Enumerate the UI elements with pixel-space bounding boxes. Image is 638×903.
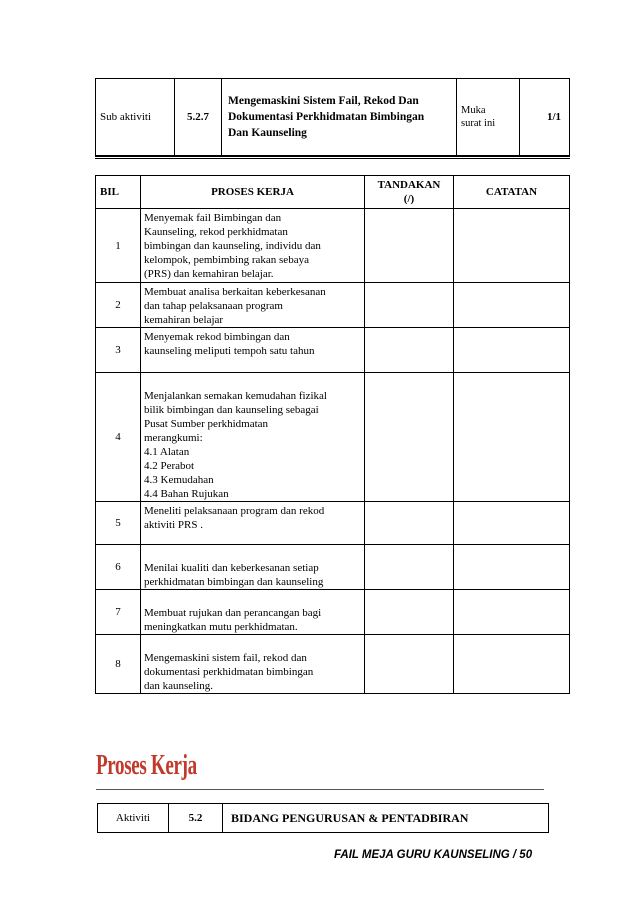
header-divider (95, 158, 570, 159)
table-row (96, 545, 570, 590)
activity-table (97, 803, 549, 833)
table-row (96, 283, 570, 328)
row-catatan-cell[interactable] (454, 635, 570, 694)
process-line: Meneliti pelaksanaan program dan rekod (144, 505, 325, 517)
process-line: merangkumi: (144, 432, 203, 444)
table-row (96, 590, 570, 635)
row-catatan-cell[interactable] (454, 283, 570, 328)
row-process (141, 328, 365, 373)
row-number: 4 (96, 373, 141, 502)
process-line: kemahiran belajar (144, 314, 224, 326)
page-label (457, 79, 520, 156)
table-row (96, 373, 570, 502)
row-number: 7 (96, 590, 141, 635)
process-line: Pusat Sumber perkhidmatan (144, 418, 269, 430)
row-tandakan-cell[interactable] (365, 590, 454, 635)
row-process (141, 502, 365, 545)
process-line (144, 637, 361, 651)
page-number: 1/1 (520, 79, 570, 156)
row-tandakan-cell[interactable] (365, 635, 454, 694)
process-line: Mengemaskini sistem fail, rekod dan (144, 652, 307, 664)
section-underline (96, 789, 544, 790)
process-line: dokumentasi perkhidmatan bimbingan (144, 666, 314, 678)
section-title: Proses Kerja (96, 750, 197, 781)
process-line: bilik bimbingan dan kaunseling sebagai (144, 404, 319, 416)
process-line: bimbingan dan kaunseling, individu dan (144, 240, 321, 252)
process-line: kaunseling meliputi tempoh satu tahun (144, 345, 315, 357)
process-table (95, 175, 570, 694)
row-number: 2 (96, 283, 141, 328)
row-process (141, 283, 365, 328)
col-tandakan-header (365, 176, 454, 209)
row-number: 3 (96, 328, 141, 373)
title-line: Mengemaskini Sistem Fail, Rekod Dan (228, 95, 419, 107)
header-divider (95, 155, 570, 157)
row-process (141, 590, 365, 635)
process-line: 4.4 Bahan Rujukan (144, 488, 229, 500)
process-line: dan kaunseling. (144, 680, 214, 692)
table-row (96, 328, 570, 373)
row-number: 8 (96, 635, 141, 694)
row-process (141, 545, 365, 590)
table-row (96, 635, 570, 694)
title-line: Dokumentasi Perkhidmatan Bimbingan (228, 111, 425, 123)
col-bil-header: BIL (96, 176, 141, 209)
process-line: perkhidmatan bimbingan dan kaunseling (144, 576, 324, 588)
process-line (144, 547, 361, 561)
process-line (144, 375, 361, 389)
row-catatan-cell[interactable] (454, 502, 570, 545)
table-row (96, 209, 570, 283)
process-line: meningkatkan mutu perkhidmatan. (144, 621, 298, 633)
row-catatan-cell[interactable] (454, 328, 570, 373)
col-tandakan-label: TANDAKAN (377, 179, 441, 191)
process-line: dan tahap pelaksanaan program (144, 300, 283, 312)
row-tandakan-cell[interactable] (365, 545, 454, 590)
row-tandakan-cell[interactable] (365, 209, 454, 283)
process-line: Menyemak rekod bimbingan dan (144, 331, 290, 343)
page-footer (334, 849, 532, 861)
process-line: Menilai kualiti dan keberkesanan setiap (144, 562, 319, 574)
process-line: 4.1 Alatan (144, 446, 190, 458)
row-number: 6 (96, 545, 141, 590)
col-tandakan-sub: (/) (403, 193, 415, 205)
activity-code: 5.2 (169, 804, 223, 833)
process-line: kelompok, pembimbing rakan sebaya (144, 254, 309, 266)
sub-activity-label: Sub aktiviti (96, 79, 175, 156)
row-process (141, 373, 365, 502)
row-process (141, 635, 365, 694)
activity-title: BIDANG PENGURUSAN & PENTADBIRAN (223, 804, 549, 833)
row-tandakan-cell[interactable] (365, 502, 454, 545)
col-catatan-header: CATATAN (454, 176, 570, 209)
page-label-line: Muka (461, 105, 486, 116)
process-line: Menjalankan semakan kemudahan fizikal (144, 390, 327, 402)
table-row (96, 502, 570, 545)
process-line: Kaunseling, rekod perkhidmatan (144, 226, 288, 238)
process-line: Membuat rujukan dan perancangan bagi (144, 607, 322, 619)
row-process (141, 209, 365, 283)
sub-activity-code: 5.2.7 (175, 79, 222, 156)
process-line: (PRS) dan kemahiran belajar. (144, 268, 274, 280)
row-number: 1 (96, 209, 141, 283)
row-tandakan-cell[interactable] (365, 328, 454, 373)
title-line: Dan Kaunseling (228, 127, 307, 139)
row-catatan-cell[interactable] (454, 373, 570, 502)
row-catatan-cell[interactable] (454, 545, 570, 590)
process-line (144, 592, 361, 606)
process-line: 4.3 Kemudahan (144, 474, 214, 486)
activity-label: Aktiviti (98, 804, 169, 833)
sub-activity-title (222, 79, 457, 156)
header-table (95, 78, 570, 156)
row-tandakan-cell[interactable] (365, 373, 454, 502)
process-line: aktiviti PRS . (144, 519, 203, 531)
footer-page: 50 (519, 849, 533, 861)
footer-text: FAIL MEJA GURU KAUNSELING / (334, 849, 520, 861)
process-line: 4.2 Perabot (144, 460, 195, 472)
page-label-line: surat ini (461, 118, 496, 129)
row-catatan-cell[interactable] (454, 590, 570, 635)
row-catatan-cell[interactable] (454, 209, 570, 283)
process-line: Menyemak fail Bimbingan dan (144, 212, 282, 224)
row-number: 5 (96, 502, 141, 545)
col-proses-header: PROSES KERJA (141, 176, 365, 209)
process-line: Membuat analisa berkaitan keberkesanan (144, 286, 326, 298)
row-tandakan-cell[interactable] (365, 283, 454, 328)
